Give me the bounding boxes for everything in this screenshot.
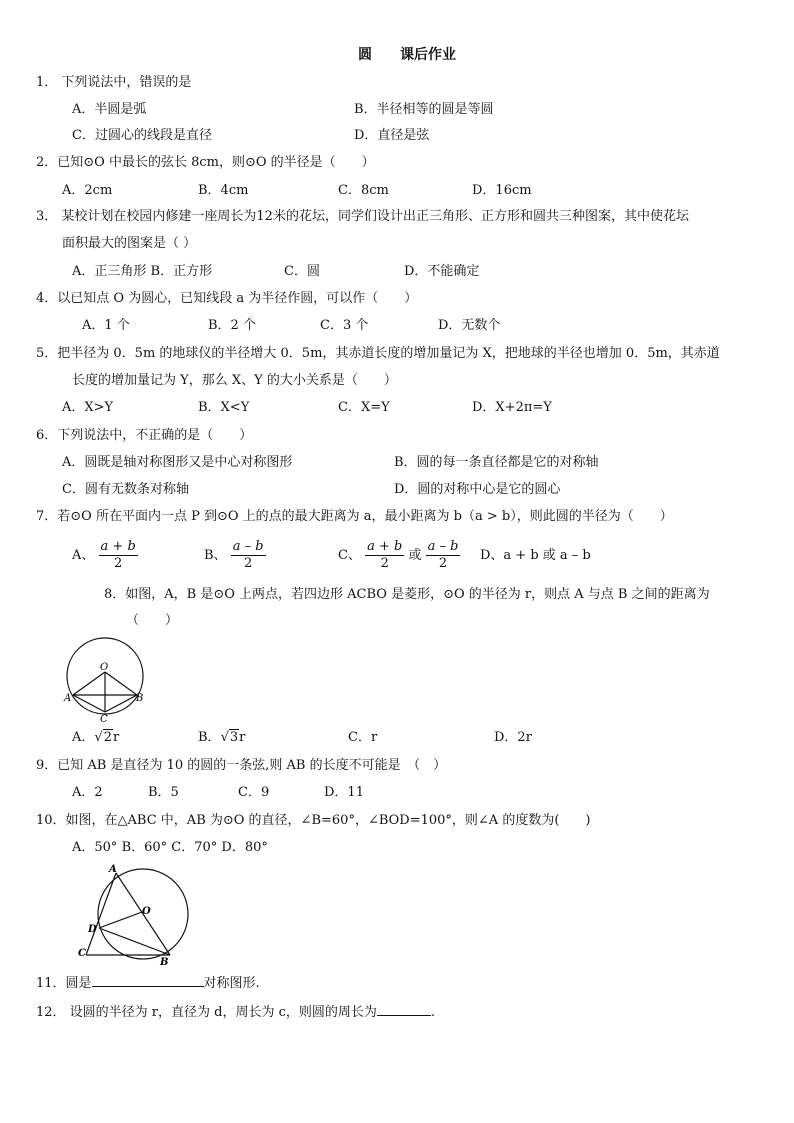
q4-option-b: B．2 个 xyxy=(208,318,256,333)
q7-option-c xyxy=(338,538,460,574)
q9-option-b: B．5 xyxy=(148,785,179,800)
q11-suffix: 对称图形. xyxy=(203,976,260,991)
q5-option-b: B．X<Y xyxy=(198,400,250,415)
q7-b-numerator: a – b xyxy=(232,539,264,554)
q7-option-d: D、a + b 或 a – b xyxy=(480,548,591,563)
q7-c-fraction-2 xyxy=(426,539,461,572)
q12 xyxy=(36,1001,435,1022)
q3-option-c: C．圆 xyxy=(284,264,320,279)
sqrt-sign-icon: √ xyxy=(220,730,229,745)
q7-option-a xyxy=(72,538,138,574)
q8-segment-ac xyxy=(73,695,105,712)
q11 xyxy=(36,972,260,993)
q5-option-a: A．X>Y xyxy=(62,400,114,415)
q2-option-c: C．8cm xyxy=(338,183,389,198)
q10-segment-od xyxy=(99,912,142,928)
q5-option-d: D．X+2π=Y xyxy=(472,400,552,415)
q10-label-d: D xyxy=(88,924,97,935)
q7-a-numerator: a + b xyxy=(100,539,136,554)
q8-label-c: C xyxy=(100,714,108,724)
q12-prefix: 12． 设圆的半径为 r，直径为 d，周长为 c，则圆的周长为 xyxy=(36,1005,377,1020)
q8-rhombus-circle-figure xyxy=(62,632,152,724)
q8-option-d: D．2r xyxy=(494,730,532,745)
q8-option-b-tail: r xyxy=(239,730,246,745)
q8-label-b: B xyxy=(136,693,144,704)
q9-stem: 9．已知 AB 是直径为 10 的圆的一条弦,则 AB 的长度不可能是 （ ） xyxy=(36,758,447,773)
q3-stem-line1: 3． 某校计划在校园内修建一座周长为12米的花坛，同学们设计出正三角形、正方形和圆共三种图案，其中使花坛 xyxy=(36,209,689,224)
q11-prefix: 11．圆是 xyxy=(36,976,92,991)
q9-option-d: D．11 xyxy=(324,785,364,800)
q1-option-a: A．半圆是弧 xyxy=(72,102,147,117)
q10-label-b: B xyxy=(160,957,169,966)
q3-stem-line2: 面积最大的图案是（ ） xyxy=(62,236,197,251)
q11-answer-blank xyxy=(92,972,204,987)
q8-option-a-radicand: 2 xyxy=(103,730,112,745)
q7-c-fraction-1 xyxy=(365,539,404,572)
q7-c2-numerator: a – b xyxy=(427,539,459,554)
q6-option-c: C．圆有无数条对称轴 xyxy=(62,482,189,497)
q7-option-a-fraction xyxy=(99,539,138,572)
q4-option-d: D．无数个 xyxy=(438,318,501,333)
q5-stem-line1: 5．把半径为 0．5m 的地球仪的半径增大 0．5m，其赤道长度的增加量记为 X，把地球的半径也增加 0．5m，其赤道 xyxy=(36,346,720,361)
q7-c1-numerator: a + b xyxy=(367,539,403,554)
q10-stem: 10．如图，在△ABC 中，AB 为⊙O 的直径，∠B=60°，∠BOD=100°，则∠A 的度数为( ) xyxy=(36,813,591,828)
q8-option-a-label: A． xyxy=(72,730,95,745)
q4-stem: 4．以已知点 O 为圆心，已知线段 a 为半径作圆，可以作（ ） xyxy=(36,291,418,306)
q8-option-b-sqrt xyxy=(221,729,240,747)
q5-stem-line2: 长度的增加量记为 Y，那么 X、Y 的大小关系是（ ） xyxy=(72,373,397,388)
q12-suffix: . xyxy=(430,1005,436,1020)
q8-segment-oa xyxy=(73,672,105,695)
q9-option-c: C．9 xyxy=(238,785,270,800)
q7-option-c-or: 或 xyxy=(408,548,422,563)
q7-option-b-label: B、 xyxy=(204,548,227,563)
q8-label-a: A xyxy=(64,693,72,704)
q12-answer-blank xyxy=(377,1001,431,1016)
q1-option-b: B．半径相等的圆是等圆 xyxy=(354,102,494,117)
q7-option-a-label: A、 xyxy=(72,548,95,563)
q7-b-denominator: 2 xyxy=(243,556,253,571)
q8-option-c: C．r xyxy=(348,730,378,745)
q8-option-b-label: B． xyxy=(198,730,221,745)
q8-stem-line1: 8．如图，A，B 是⊙O 上两点，若四边形 ACBO 是菱形，⊙O 的半径为 r，则点 A 与点 B 之间的距离为 xyxy=(104,587,710,602)
q10-label-a: A xyxy=(109,864,117,875)
q10-label-o: O xyxy=(142,906,151,917)
q8-option-a-tail: r xyxy=(112,730,120,745)
q8-option-b-radicand: 3 xyxy=(229,730,239,745)
page-title: 圆 课后作业 xyxy=(358,47,456,63)
q1-option-c: C．过圆心的线段是直径 xyxy=(72,128,212,143)
q6-stem: 6．下列说法中，不正确的是（ ） xyxy=(36,428,253,443)
q7-c1-denominator: 2 xyxy=(380,556,389,571)
q6-option-d: D．圆的对称中心是它的圆心 xyxy=(394,482,561,497)
q4-option-a: A．1 个 xyxy=(82,318,130,333)
q6-option-b: B．圆的每一条直径都是它的对称轴 xyxy=(394,455,599,470)
q10-label-c: C xyxy=(78,948,86,959)
q2-stem: 2．已知⊙O 中最长的弦长 8cm，则⊙O 的半径是（ ） xyxy=(36,155,375,170)
q1-option-d: D．直径是弦 xyxy=(354,128,430,143)
q2-option-d: D．16cm xyxy=(472,183,532,198)
q10-options: A．50° B．60° C．70° D．80° xyxy=(72,840,268,855)
q2-option-b: B．4cm xyxy=(198,183,249,198)
q7-option-c-label: C、 xyxy=(338,548,361,563)
q10-segment-db xyxy=(99,928,170,955)
q8-option-b xyxy=(198,729,245,747)
q2-option-a: A．2cm xyxy=(62,183,113,198)
q8-option-a xyxy=(72,729,119,747)
q7-c2-denominator: 2 xyxy=(438,556,448,571)
q7-a-denominator: 2 xyxy=(114,556,123,571)
q7-option-b xyxy=(204,538,266,574)
q8-segment-bc xyxy=(105,695,137,712)
q9-option-a: A．2 xyxy=(72,785,103,800)
q8-stem-line2: （ ） xyxy=(126,613,179,628)
q3-option-ab: A．正三角形 B．正方形 xyxy=(72,264,213,279)
q8-option-a-sqrt xyxy=(94,729,113,747)
q10-segment-ac xyxy=(86,873,116,955)
q8-label-o: O xyxy=(100,662,109,673)
q6-option-a: A．圆既是轴对称图形又是中心对称图形 xyxy=(62,455,293,470)
q1-stem: 1． 下列说法中，错误的是 xyxy=(36,75,192,90)
q7-option-b-fraction xyxy=(231,539,266,572)
q8-segment-ob xyxy=(105,672,137,695)
q10-triangle-circle-figure xyxy=(76,862,194,966)
q7-stem: 7．若⊙O 所在平面内一点 P 到⊙O 上的点的最大距离为 a，最小距离为 b（a > b），则此圆的半径为（ ） xyxy=(36,509,673,524)
q3-option-d: D．不能确定 xyxy=(404,264,480,279)
q5-option-c: C．X=Y xyxy=(338,400,390,415)
q4-option-c: C．3 个 xyxy=(320,318,369,333)
sqrt-sign-icon: √ xyxy=(94,730,103,745)
